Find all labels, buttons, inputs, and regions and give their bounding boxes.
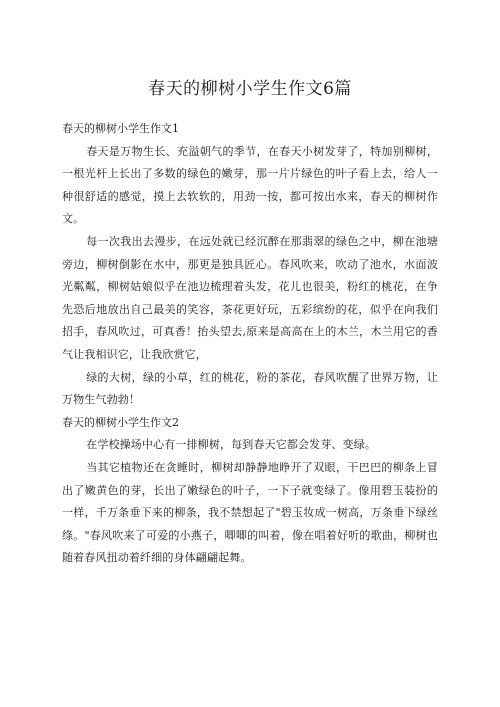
document-title: 春天的柳树小学生作文6篇 xyxy=(148,79,352,99)
paragraph: 春天是万物生长、充溢朝气的季节，在春天小树发芽了，特加别柳树，一根光杆上长出了多数的绿色的嫩芽，那一片片绿色的叶子看上去，给人一种很舒适的感觉，摸上去软软的，用劲一按，都可按出水来，春天的柳树作文。 xyxy=(62,144,438,226)
paragraph: 绿的大树，绿的小草，红的桃花，粉的茶花，春风吹醒了世界万物，让万物生气勃勃！ xyxy=(62,370,438,407)
paragraph: 当其它植物还在贪睡时，柳树却静静地睁开了双眼，干巴巴的柳条上冒出了嫩黄色的芽，长出了嫩绿色的叶子，一下子就变绿了。像用碧玉装扮的一样，千万条垂下来的柳条，我不禁想起了"碧玉妆成一树高，万条垂下绿丝绦。"春风吹来了可爱的小燕子，唧唧的叫着，像在唱着好听的歌曲，柳树也随着春风扭动着纤细的身体翩翩起舞。 xyxy=(62,460,438,565)
section-heading: 春天的柳树小学生作文1 xyxy=(62,122,179,135)
essay-section-2 xyxy=(62,412,438,570)
document-body xyxy=(62,118,438,570)
essay-section-1 xyxy=(62,118,438,412)
paragraph: 在学校操场中心有一排柳树，每到春天它都会发芽、变绿。 xyxy=(86,438,377,452)
paragraph: 每一次我出去漫步，在远处就已经沉醉在那翡翠的绿色之中，柳在池塘旁边，柳树倒影在水中，那更是独具匠心。春风吹来，吹动了池水，水面波光粼粼，柳树姑娘似乎在池边梳理着头发，花儿也很美，粉红的桃花，在争先恐后地放出自己最美的笑容，茶花更好玩，五彩缤纷的花，似乎在向我们招手，春风吹过，可真香！抬头望去,原来是高高在上的木兰，木兰用它的香气让我相识它，让我欣赏它， xyxy=(62,234,438,361)
section-heading: 春天的柳树小学生作文2 xyxy=(62,415,179,429)
